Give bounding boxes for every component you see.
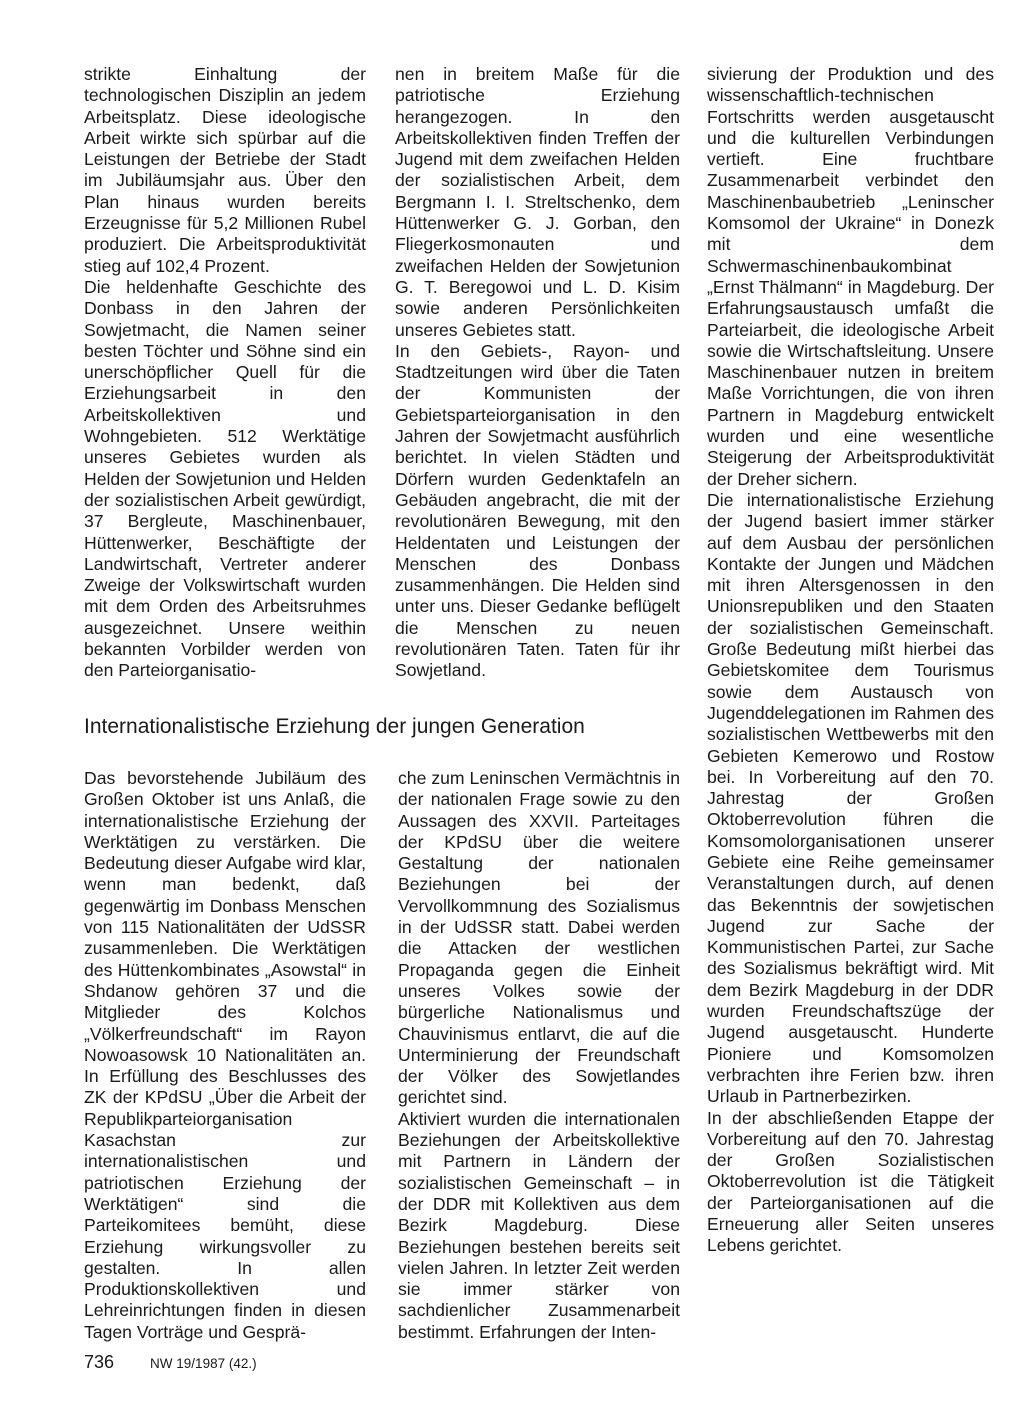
page-footer xyxy=(84,1352,257,1376)
paragraph: sivierung der Produktion und des wissenschaftlich-technischen Fortschritts werden ausgetauscht und die kulturellen Verbindungen vertieft. Eine fruchtbare Zusammenarbeit verbindet den Maschinenbaubetrieb „Leninscher Komsomol der Ukraine“ in Donezk mit dem Schwermaschinenbaukombinat „Ernst Thälmann“ in Magdeburg. Der Erfahrungsaustausch umfaßt die Parteiarbeit, die ideologische Arbeit sowie die Wirtschaftsleitung. Unsere Maschinenbauer nutzen in breitem Maße Vorrichtungen, die von ihren Partnern in Magdeburg entwickelt wurden und eine wesentliche Steigerung der Arbeitsproduktivität der Dreher sichern. xyxy=(707,64,994,489)
section-heading: Internationalistische Erziehung der jungen Generation xyxy=(84,715,585,738)
paragraph: Die internationalistische Erziehung der Jugend basiert immer stärker auf dem Ausbau der persönlichen Kontakte der Jungen und Mädchen mit ihren Altersgenossen in den Unionsrepubliken und den Staaten der sozialistischen Gemeinschaft. Große Bedeutung mißt hierbei das Gebietskomitee dem Tourismus sowie dem Austausch von Jugenddelegationen im Rahmen des sozialistischen Wettbewerbs mit den Gebieten Kemerowo und Rostow bei. In Vorbereitung auf den 70. Jahrestag der Großen Oktoberrevolution führen die Komsomolorganisationen unserer Gebiete eine Reihe gemeinsamer Veranstaltungen durch, auf denen das Bekenntnis der sowjetischen Jugend zur Sache der Kommunistischen Partei, zur Sache des Sozialismus bekräftigt wird. Mit dem Bezirk Magdeburg in der DDR wurden Freundschaftszüge der Jugend ausgetauscht. Hunderte Pioniere und Komsomolzen verbrachten ihre Ferien bzw. ihren Urlaub in Partnerbezirken. xyxy=(707,489,994,1107)
paragraph: Die heldenhafte Geschichte des Donbass in den Jahren der Sowjetmacht, die Namen seiner besten Töchter und Söhne sind ein unerschöpflicher Quell für die Erziehungsarbeit in den Arbeitskollektiven und Wohngebieten. 512 Werktätige unseres Gebietes wurden als Helden der Sowjetunion und Helden der sozialistischen Arbeit gewürdigt, 37 Bergleute, Maschinenbauer, Hüttenwerker, Beschäftigte der Landwirtschaft, Vertreter anderer Zweige der Volkswirtschaft wurden mit dem Orden des Arbeitsruhmes ausgezeichnet. Unsere weithin bekannten Vorbilder werden von den Parteiorganisatio- xyxy=(84,276,366,681)
article-column-bottom-left xyxy=(84,768,366,1343)
page-number: 736 xyxy=(84,1352,115,1372)
journal-reference: NW 19/1987 (42.) xyxy=(150,1356,257,1371)
paragraph: nen in breitem Maße für die patriotische Erziehung herangezogen. In den Arbeitskollektiven finden Treffen der Jugend mit dem zweifachen Helden der sozialistischen Arbeit, dem Bergmann I. I. Streltschenko, dem Hüttenwerker G. J. Gorban, den Fliegerkosmonauten und zweifachen Helden der Sowjetunion G. T. Beregowoi und L. D. Kisim sowie anderen Persönlichkeiten unseres Gebietes statt. xyxy=(395,64,680,340)
article-column-bottom-middle xyxy=(398,768,680,1343)
article-column-right xyxy=(707,64,994,1257)
paragraph: che zum Leninschen Vermächtnis in der nationalen Frage sowie zu den Aussagen des XXVII. Parteitages der KPdSU über die weitere Gestaltung der nationalen Beziehungen bei der Vervollkommnung des Sozialismus in der UdSSR statt. Dabei werden die Attacken der westlichen Propaganda gegen die Einheit unseres Volkes sowie der bürgerliche Nationalismus und Chauvinismus entlarvt, die auf die Unterminierung der Freundschaft der Völker des Sowjetlandes gerichtet sind. xyxy=(398,768,680,1108)
article-column-top-middle xyxy=(395,64,680,682)
paragraph: strikte Einhaltung der technologischen Disziplin an jedem Arbeitsplatz. Diese ideologische Arbeit wirkte sich spürbar auf die Leistungen der Betriebe der Stadt im Jubiläumsjahr aus. Über den Plan hinaus wurden bereits Erzeugnisse für 5,2 Millionen Rubel produziert. Die Arbeitsproduktivität stieg auf 102,4 Prozent. xyxy=(84,64,366,276)
paragraph: Aktiviert wurden die internationalen Beziehungen der Arbeitskollektive mit Partnern in Ländern der sozialistischen Gemeinschaft – in der DDR mit Kollektiven aus dem Bezirk Magdeburg. Diese Beziehungen bestehen bereits seit vielen Jahren. In letzter Zeit werden sie immer stärker von sachdienlicher Zusammenarbeit bestimmt. Erfahrungen der Inten- xyxy=(398,1108,680,1342)
paragraph: In der abschließenden Etappe der Vorbereitung auf den 70. Jahrestag der Großen Sozialistischen Oktoberrevolution ist die Tätigkeit der Parteiorganisationen auf die Erneuerung aller Seiten unseres Lebens gerichtet. xyxy=(707,1107,994,1256)
paragraph: Das bevorstehende Jubiläum des Großen Oktober ist uns Anlaß, die internationalistische Erziehung der Werktätigen zu verstärken. Die Bedeutung dieser Aufgabe wird klar, wenn man bedenkt, daß gegenwärtig im Donbass Menschen von 115 Nationalitäten der UdSSR zusammenleben. Die Werktätigen des Hüttenkombinates „Asowstal“ in Shdanow gehören 37 und die Mitglieder des Kolchos „Völkerfreundschaft“ im Rayon Nowoasowsk 10 Nationalitäten an. In Erfüllung des Beschlusses des ZK der KPdSU „Über die Arbeit der Republikparteiorganisation Kasachstan zur internationalistischen und patriotischen Erziehung der Werktätigen“ sind die Parteikomitees bemüht, diese Erziehung wirkungsvoller zu gestalten. In allen Produktionskollektiven und Lehreinrichtungen finden in diesen Tagen Vorträge und Gesprä- xyxy=(84,768,366,1342)
paragraph: In den Gebiets-, Rayon- und Stadtzeitungen wird über die Taten der Kommunisten der Gebietsparteiorganisation in den Jahren der Sowjetmacht ausführlich berichtet. In vielen Städten und Dörfern wurden Gedenktafeln an Gebäuden angebracht, die mit der revolutionären Bewegung, mit den Heldentaten und Leistungen der Menschen des Donbass zusammenhängen. Die Helden sind unter uns. Dieser Gedanke beflügelt die Menschen zu neuen revolutionären Taten. Taten für ihr Sowjetland. xyxy=(395,340,680,681)
article-column-top-left xyxy=(84,64,366,682)
